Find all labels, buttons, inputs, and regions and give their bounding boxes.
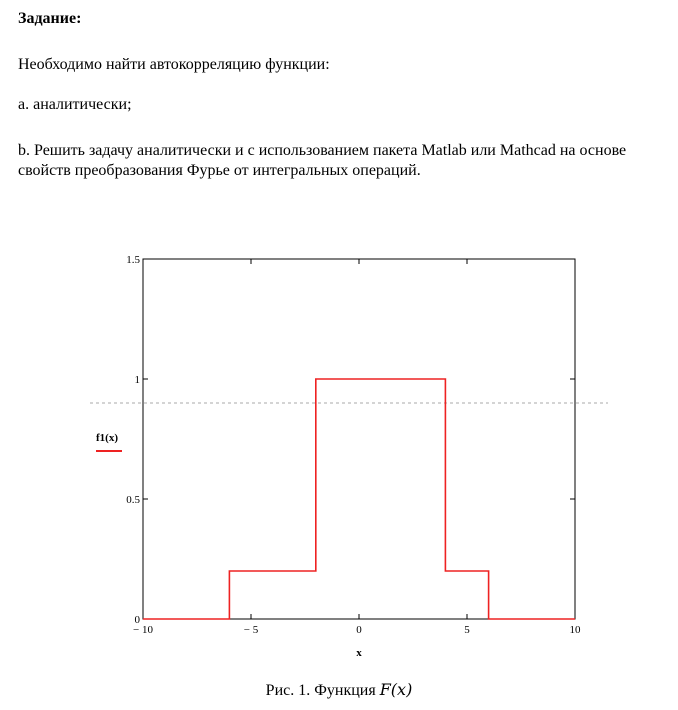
legend-label: f1(x) [96,432,118,444]
x-tick-label: 10 [569,624,581,636]
x-axis-label: x [356,647,362,659]
task-item-b: b. Решить задачу аналитически и с использованием пакета Matlab или Mathcad на основе свойств преобразования Фурье от интегральных операций. [18,142,627,179]
function-plot [0,230,678,670]
x-tick-label: 5 [464,624,470,636]
y-tick-label: 0 [134,614,140,626]
series-line-f1 [143,379,575,619]
task-intro: Необходимо найти автокорреляцию функции: [18,56,330,73]
caption-function: F(x) [379,680,413,699]
x-tick-label: 0 [356,624,362,636]
task-item-a: a. аналитически; [18,96,132,113]
caption-prefix: Рис. 1. Функция [265,682,380,699]
y-tick-label: 0.5 [126,494,140,506]
figure-caption [0,680,678,700]
x-tick-label: − 10 [133,624,153,636]
plot-frame [143,259,575,619]
x-tick-label: − 5 [243,624,259,636]
y-tick-label: 1 [134,374,140,386]
task-heading: Задание: [18,10,82,27]
y-tick-label: 1.5 [126,254,140,266]
